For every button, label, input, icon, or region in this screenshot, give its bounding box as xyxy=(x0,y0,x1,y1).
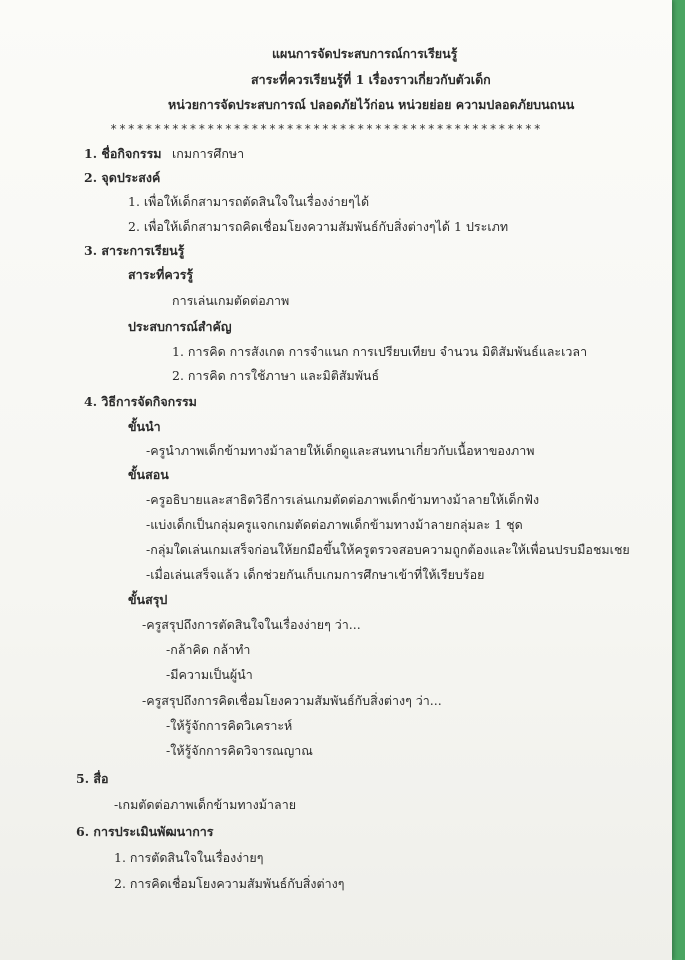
content-text: การเล่นเกมตัดต่อภาพ xyxy=(172,293,290,308)
section-1-label: 1. ชื่อกิจกรรม xyxy=(84,146,162,161)
step-intro-heading: ขั้นนำ xyxy=(128,419,161,434)
summary-text: -ครูสรุปถึงการคิดเชื่อมโยงความสัมพันธ์กับสิ่งต่างๆ ว่า... xyxy=(142,693,442,708)
section-5-label: 5. สื่อ xyxy=(76,771,109,786)
evaluation-item: 2. การคิดเชื่อมโยงความสัมพันธ์กับสิ่งต่างๆ xyxy=(114,876,345,891)
objective-item: 2. เพื่อให้เด็กสามารถคิดเชื่อมโยงความสัมพันธ์กับสิ่งต่างๆได้ 1 ประเภท xyxy=(128,219,509,234)
teach-item: -แบ่งเด็กเป็นกลุ่มครูแจกเกมตัดต่อภาพเด็กข้ามทางม้าลายกลุ่มละ 1 ชุด xyxy=(146,517,523,532)
doc-unit-line: หน่วยการจัดประสบการณ์ ปลอดภัยไว้ก่อน หน่วยย่อย ความปลอดภัยบนถนน xyxy=(168,97,575,112)
activity-name: เกมการศึกษา xyxy=(172,146,245,161)
subheading-experience: ประสบการณ์สำคัญ xyxy=(128,319,232,334)
teach-item: -เมื่อเล่นเสร็จแล้ว เด็กช่วยกันเก็บเกมการศึกษาเข้าที่ให้เรียบร้อย xyxy=(146,567,485,582)
experience-item: 1. การคิด การสังเกต การจำแนก การเปรียบเทียบ จำนวน มิติสัมพันธ์และเวลา xyxy=(172,344,588,359)
section-4-label: 4. วิธีการจัดกิจกรรม xyxy=(84,394,197,409)
summary-item: -มีความเป็นผู้นำ xyxy=(166,667,253,682)
media-item: -เกมตัดต่อภาพเด็กข้ามทางม้าลาย xyxy=(114,797,297,812)
section-3-label: 3. สาระการเรียนรู้ xyxy=(84,243,185,258)
section-2-label: 2. จุดประสงค์ xyxy=(84,170,161,185)
doc-title: แผนการจัดประสบการณ์การเรียนรู้ xyxy=(272,46,458,61)
summary-item: -ให้รู้จักการคิดวิเคราะห์ xyxy=(166,718,293,733)
subheading-content: สาระที่ควรรู้ xyxy=(128,267,194,282)
summary-item: -กล้าคิด กล้าทำ xyxy=(166,642,251,657)
section-6-label: 6. การประเมินพัฒนาการ xyxy=(76,824,214,839)
evaluation-item: 1. การตัดสินใจในเรื่องง่ายๆ xyxy=(114,850,264,865)
step-intro-text: -ครูนำภาพเด็กข้ามทางม้าลายให้เด็กดูและสนทนาเกี่ยวกับเนื้อหาของภาพ xyxy=(146,443,535,458)
step-summary-heading: ขั้นสรุป xyxy=(128,592,168,607)
objective-item: 1. เพื่อให้เด็กสามารถตัดสินใจในเรื่องง่ายๆได้ xyxy=(128,194,370,209)
teach-item: -กลุ่มใดเล่นเกมเสร็จก่อนให้ยกมือขึ้นให้ครูตรวจสอบความถูกต้องและให้เพื่อนปรบมือชมเชย xyxy=(146,542,630,557)
experience-item: 2. การคิด การใช้ภาษา และมิติสัมพันธ์ xyxy=(172,368,380,383)
teach-item: -ครูอธิบายและสาธิตวิธีการเล่นเกมตัดต่อภาพเด็กข้ามทางม้าลายให้เด็กฟัง xyxy=(146,492,540,507)
doc-subtitle: สาระที่ควรเรียนรู้ที่ 1 เรื่องราวเกี่ยวกับตัวเด็ก xyxy=(251,72,491,87)
summary-text: -ครูสรุปถึงการตัดสินใจในเรื่องง่ายๆ ว่า... xyxy=(142,617,361,632)
star-separator: ************************************************* xyxy=(110,122,543,136)
step-teach-heading: ขั้นสอน xyxy=(128,467,169,482)
summary-item: -ให้รู้จักการคิดวิจารณญาณ xyxy=(166,743,313,758)
